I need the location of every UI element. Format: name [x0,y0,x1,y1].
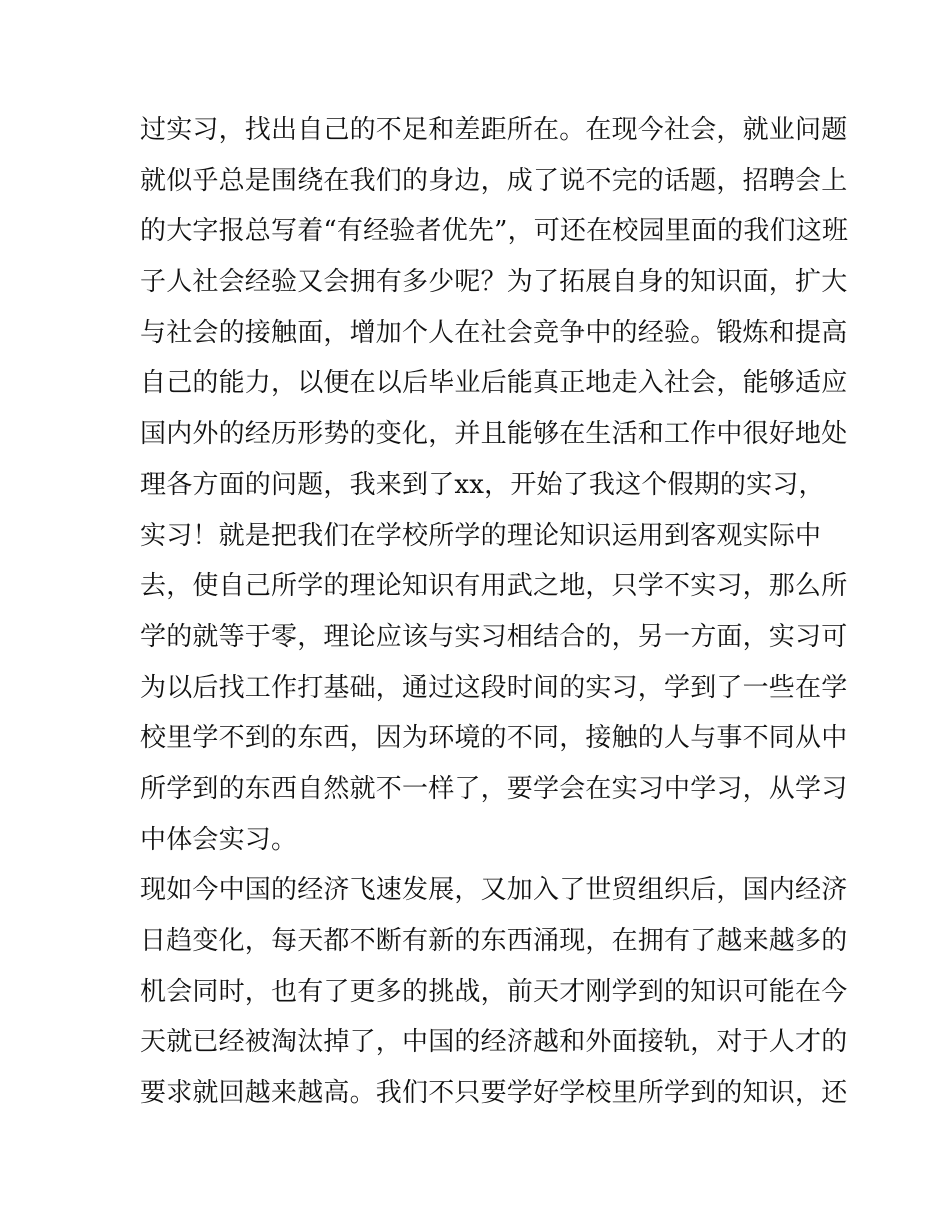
text-line: 所学到的东西自然就不一样了，要学会在实习中学习，从学习 [140,773,848,804]
text-line: 过实习，找出自己的不足和差距所在。在现今社会，就业问题 [140,115,848,145]
text-line: 国内外的经历形势的变化，并且能够在生活和工作中很好地处 [140,419,848,450]
text-line: 要求就回越来越高。我们不只要学好学校里所学到的知识，还 [140,1078,848,1109]
text-line: 自己的能力，以便在以后毕业后能真正地走入社会，能够适应 [140,368,848,399]
text-line: 机会同时，也有了更多的挑战，前天才刚学到的知识可能在今 [140,976,848,1007]
text-line: 为以后找工作打基础，通过这段时间的实习，学到了一些在学 [140,672,848,703]
text-line: 中体会实习。 [140,824,298,855]
text-line: 学的就等于零，理论应该与实习相结合的，另一方面，实习可 [140,621,848,652]
text-line: 理各方面的问题，我来到了xx，开始了我这个假期的实习， [140,469,825,500]
text-line: 实习！就是把我们在学校所学的理论知识运用到客观实际中 [140,520,822,551]
text-line: 现如今中国的经济飞速发展，又加入了世贸组织后，国内经济 [140,875,848,906]
body-text [140,105,849,1119]
text-line: 子人社会经验又会拥有多少呢？为了拓展自身的知识面，扩大 [140,267,848,298]
text-line: 校里学不到的东西，因为环境的不同，接触的人与事不同从中 [140,723,848,754]
text-line: 的大字报总写着“有经验者优先”，可还在校园里面的我们这班 [140,216,849,247]
text-line: 去，使自己所学的理论知识有用武之地，只学不实习，那么所 [140,571,848,602]
text-line: 与社会的接触面，增加个人在社会竞争中的经验。锻炼和提高 [140,317,848,348]
text-line: 日趋变化，每天都不断有新的东西涌现，在拥有了越来越多的 [140,926,848,956]
text-line: 就似乎总是围绕在我们的身边，成了说不完的话题，招聘会上 [140,165,848,196]
text-line: 天就已经被淘汰掉了，中国的经济越和外面接轨，对于人才的 [140,1027,848,1058]
